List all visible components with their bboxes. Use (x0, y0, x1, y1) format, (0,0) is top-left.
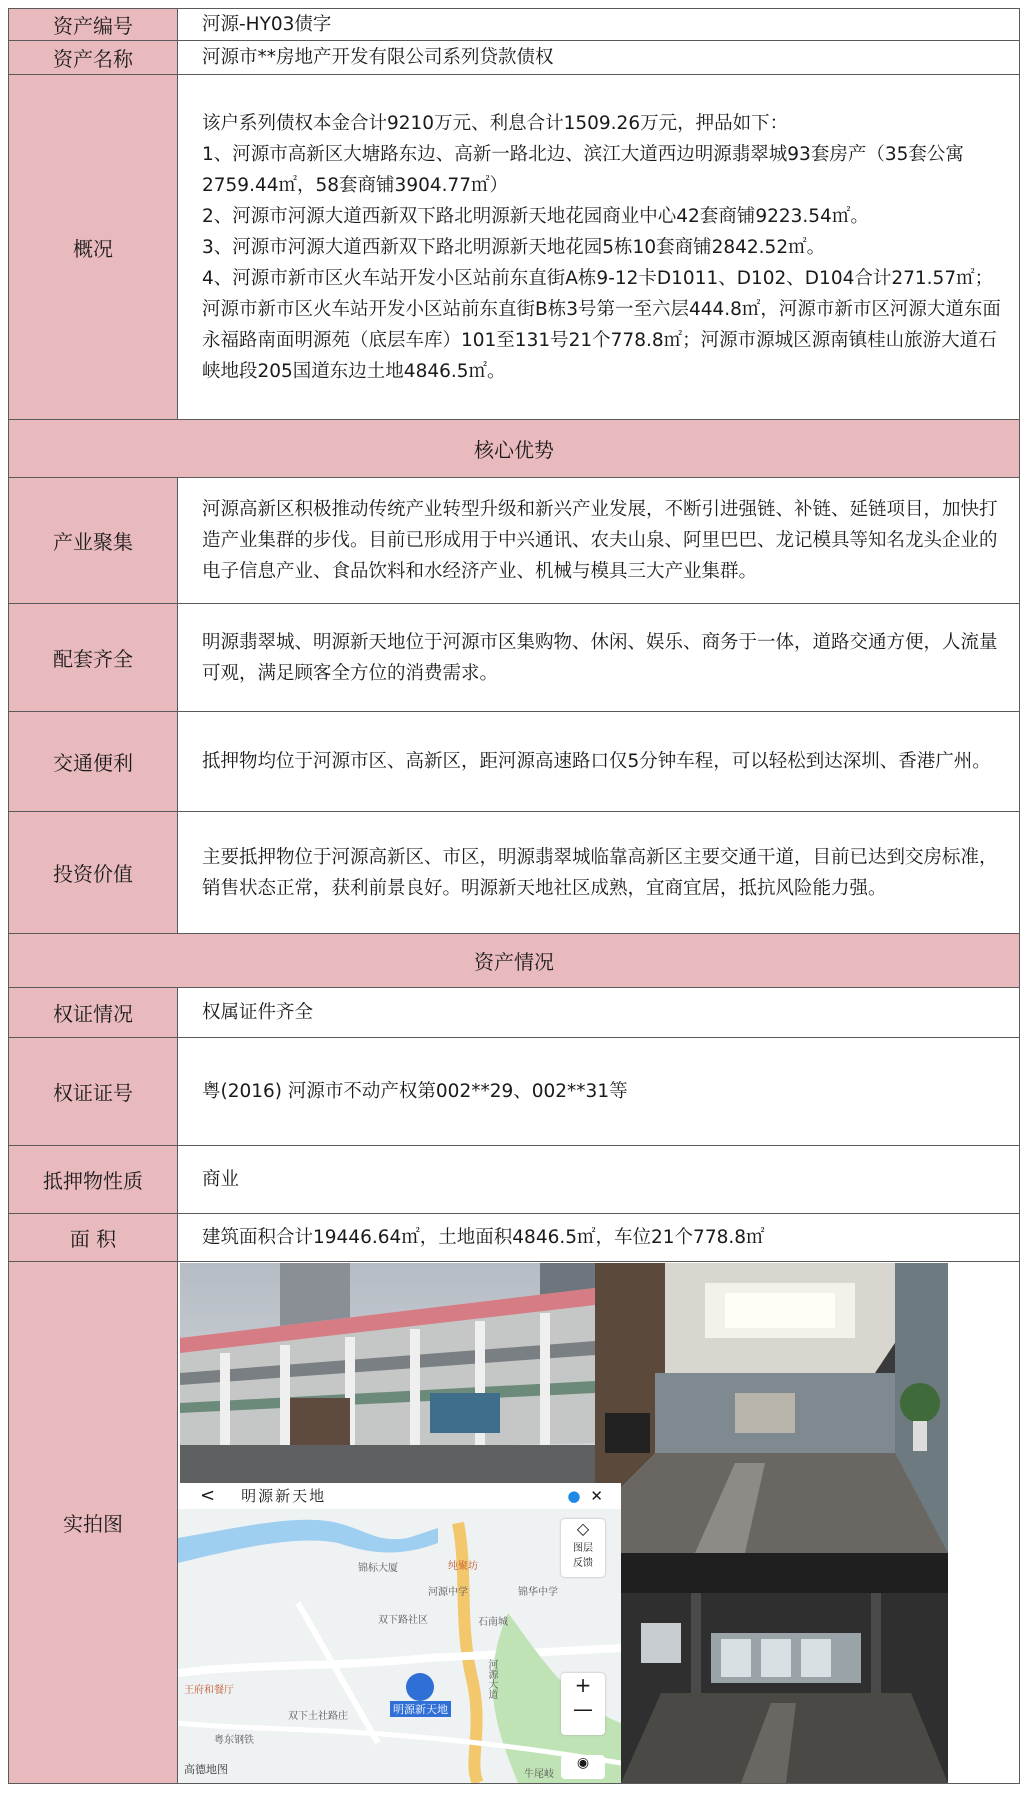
map-locate-button[interactable] (561, 1755, 605, 1779)
asset-no-label: 资产编号 (9, 9, 178, 41)
invest-label: 投资价值 (9, 812, 178, 934)
map-place: 双下土社路庄 (288, 1710, 348, 1722)
photo-raw-interior (621, 1553, 948, 1783)
asset-status-title: 资产情况 (9, 934, 1020, 988)
cert-status-value: 权属证件齐全 (178, 988, 1020, 1038)
map-top-bar (178, 1483, 621, 1509)
map-place: 锦标大厦 (358, 1562, 398, 1574)
map-zoom-controls[interactable] (561, 1673, 605, 1735)
core-advantages-title: 核心优势 (9, 420, 1020, 478)
map-place: 牛尾岐 (524, 1768, 554, 1780)
photos-label: 实拍图 (9, 1262, 178, 1784)
layers-label: 图层 (573, 1542, 593, 1554)
overview-label: 概况 (9, 75, 178, 420)
row-core-title (9, 420, 1020, 478)
map-place: 王府和餐厅 (184, 1684, 234, 1696)
nature-label: 抵押物性质 (9, 1146, 178, 1214)
map-place: 河源大道 (486, 1658, 497, 1699)
map-place: 纯聚坊 (448, 1560, 478, 1572)
map-place: 河源中学 (428, 1586, 468, 1598)
map-place: 双下路社区 (378, 1614, 428, 1626)
row-invest (9, 812, 1020, 934)
row-cert-no (9, 1038, 1020, 1146)
map-poi-label[interactable]: 明源新天地 (390, 1701, 451, 1717)
photo-collage (178, 1263, 1019, 1783)
nature-value: 商业 (178, 1146, 1020, 1214)
area-label: 面 积 (9, 1214, 178, 1262)
overview-line: 4、河源市新市区火车站开发小区站前东直街A栋9-12卡D1011、D102、D104合计271.57㎡；河源市新市区火车站开发小区站前东直街B栋3号第一至六层444.8㎡，河源市新市区河源大道东面永福路南面明源苑（底层车库）101至131号21个778.8㎡；河源市源城区源南镇桂山旅游大道石峡地段205国道东边土地4846.5㎡。 (202, 267, 1001, 382)
row-asset-no (9, 9, 1020, 41)
invest-value: 主要抵押物位于河源高新区、市区，明源翡翠城临靠高新区主要交通干道，目前已达到交房标准，销售状态正常，获利前景良好。明源新天地社区成熟，宜商宜居，抵抗风险能力强。 (178, 812, 1020, 934)
overview-line: 2、河源市河源大道西新双下路北明源新天地花园商业中心42套商铺9223.54㎡。 (202, 205, 869, 227)
overview-line: 3、河源市河源大道西新双下路北明源新天地花园5栋10套商铺2842.52㎡。 (202, 236, 826, 258)
facilities-label: 配套齐全 (9, 604, 178, 712)
eye-icon: ◉ (576, 1754, 590, 1771)
map-pin-icon[interactable] (406, 1673, 434, 1701)
traffic-label: 交通便利 (9, 712, 178, 812)
asset-name-value: 河源市**房地产开发有限公司系列贷款债权 (178, 41, 1020, 75)
area-value: 建筑面积合计19446.64㎡，土地面积4846.5㎡，车位21个778.8㎡ (178, 1214, 1020, 1262)
overview-line: 该户系列债权本金合计9210万元、利息合计1509.26万元，押品如下： (202, 112, 789, 134)
cert-no-label: 权证证号 (9, 1038, 178, 1146)
zoom-in-button[interactable]: + (574, 1672, 592, 1697)
asset-info-sheet (8, 8, 1020, 1784)
zoom-out-button[interactable]: — (573, 1696, 593, 1721)
cert-no-value: 粤(2016) 河源市不动产权第002**29、002**31等 (178, 1038, 1020, 1146)
facilities-value: 明源翡翠城、明源新天地位于河源市区集购物、休闲、娱乐、商务于一体，道路交通方便，人流量可观，满足顾客全方位的消费需求。 (178, 604, 1020, 712)
row-asset-name (9, 41, 1020, 75)
map-place: 石南城 (478, 1616, 508, 1628)
map-close-button[interactable]: ✕ (590, 1486, 603, 1505)
industry-value: 河源高新区积极推动传统产业转型升级和新兴产业发展，不断引进强链、补链、延链项目，加快打造产业集群的步伐。目前已形成用于中兴通讯、农夫山泉、阿里巴巴、龙记模具等知名龙头企业的电子信息产业、食品饮料和水经济产业、机械与模具三大产业集群。 (178, 478, 1020, 604)
asset-name-label: 资产名称 (9, 41, 178, 75)
cert-status-label: 权证情况 (9, 988, 178, 1038)
overview-line: 1、河源市高新区大塘路东边、高新一路北边、滨江大道西边明源翡翠城93套房产（35套公寓2759.44㎡，58套商铺3904.77㎡） (202, 143, 964, 196)
overview-value (178, 75, 1020, 420)
map-search-title[interactable]: 明源新天地 (241, 1487, 327, 1505)
row-industry (9, 478, 1020, 604)
photos-cell (178, 1262, 1020, 1784)
row-asset-title (9, 934, 1020, 988)
asset-table (8, 8, 1020, 1784)
photo-lobby-interior (595, 1263, 948, 1553)
map-back-button[interactable]: < (200, 1485, 216, 1506)
map-place: 粤东钢铁 (214, 1734, 254, 1746)
report-label: 反馈 (573, 1557, 593, 1569)
row-nature (9, 1146, 1020, 1214)
map-layer-controls[interactable] (561, 1519, 605, 1577)
row-overview (9, 75, 1020, 420)
map-voice-icon[interactable]: ● (567, 1486, 581, 1505)
row-traffic (9, 712, 1020, 812)
traffic-value: 抵押物均位于河源市区、高新区，距河源高速路口仅5分钟车程，可以轻松到达深圳、香港广州。 (178, 712, 1020, 812)
row-facilities (9, 604, 1020, 712)
map-brand-logo: 高德地图 (184, 1762, 228, 1776)
industry-label: 产业聚集 (9, 478, 178, 604)
photo-map-screenshot (178, 1483, 621, 1783)
row-area (9, 1214, 1020, 1262)
asset-no-value: 河源-HY03债字 (178, 9, 1020, 41)
row-cert-status (9, 988, 1020, 1038)
layers-icon[interactable]: ◇ (576, 1518, 590, 1538)
map-place: 锦华中学 (518, 1586, 558, 1598)
row-photos (9, 1262, 1020, 1784)
photo-building-exterior (180, 1263, 595, 1483)
